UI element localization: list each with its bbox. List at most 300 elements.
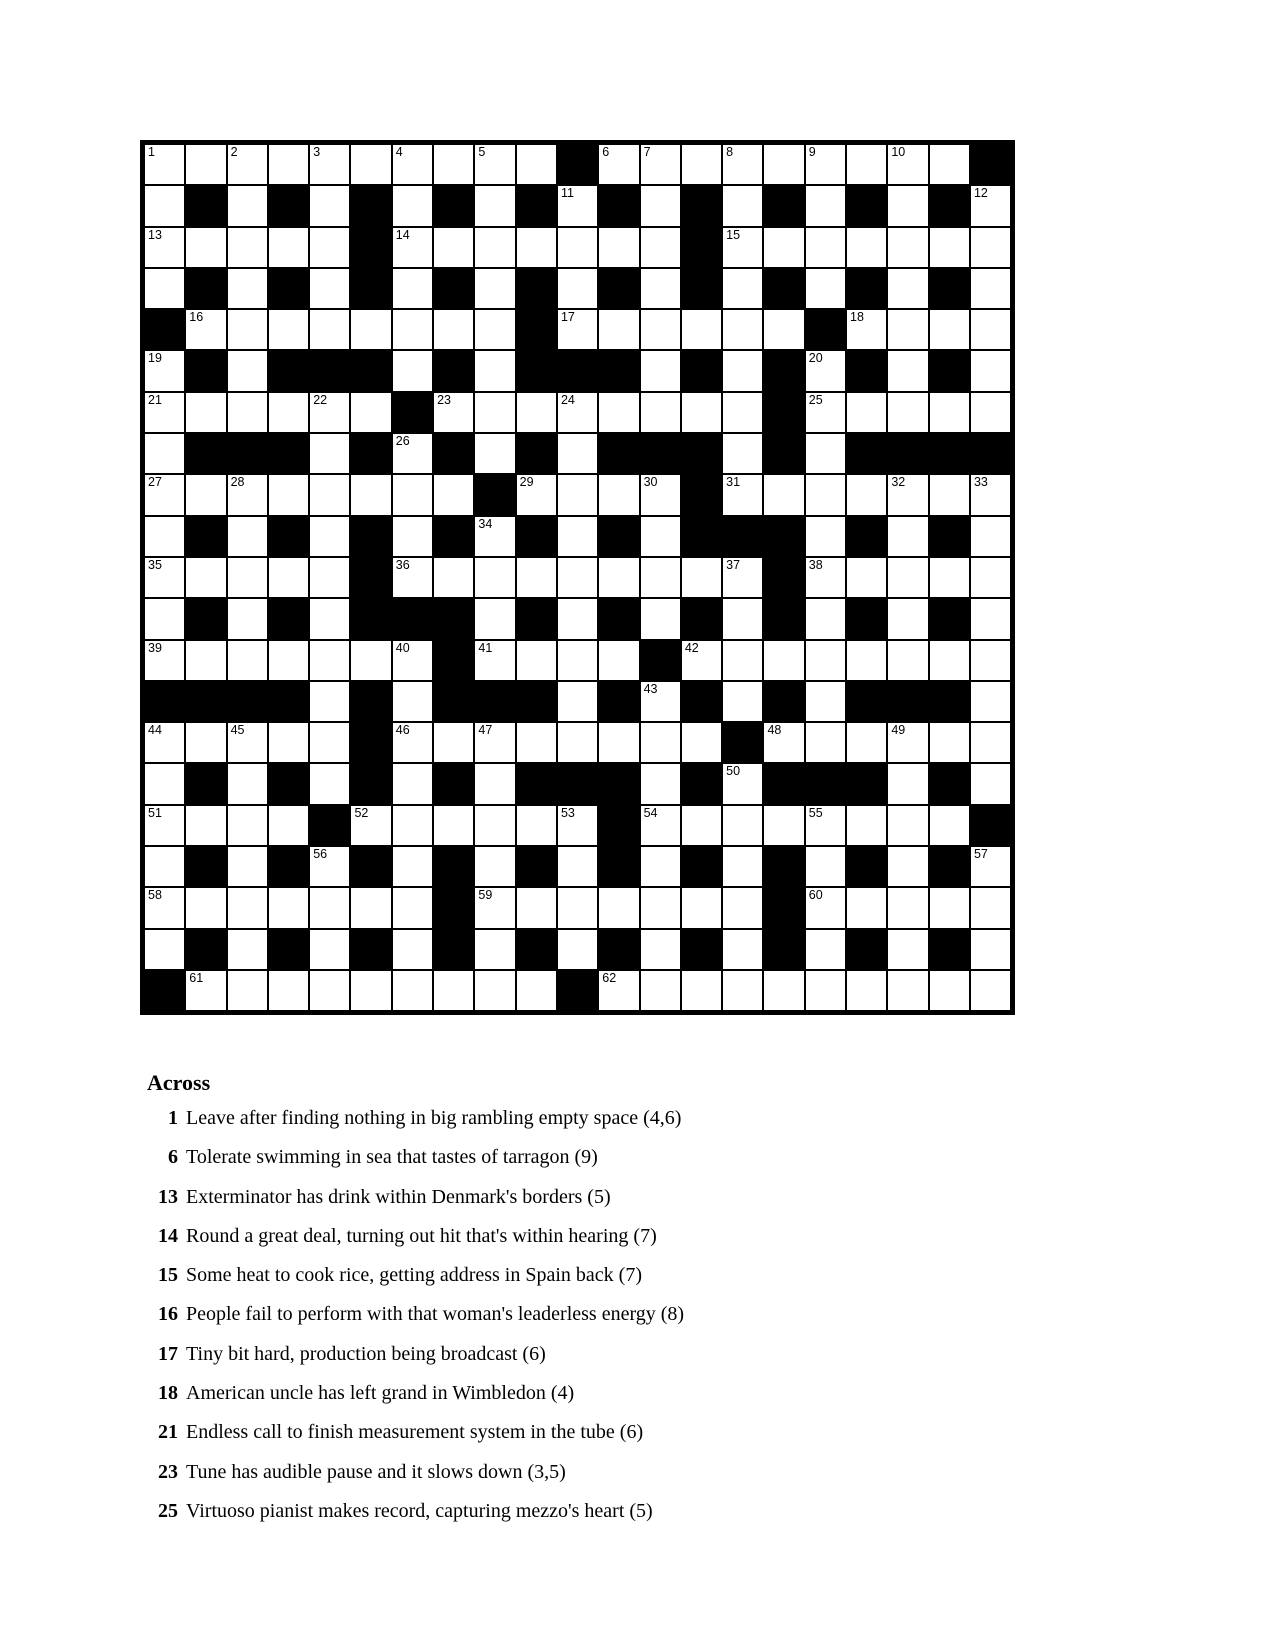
grid-cell-r3c20[interactable] (971, 269, 1010, 308)
grid-cell-r12c16[interactable] (806, 641, 845, 680)
grid-cell-r8c10[interactable] (558, 475, 597, 514)
grid-cell-r18c18[interactable] (888, 888, 927, 927)
grid-cell-r9c20[interactable] (971, 517, 1010, 556)
grid-cell-r12c19[interactable] (930, 641, 969, 680)
grid-cell-r12c5[interactable] (351, 641, 390, 680)
grid-cell-r19c4[interactable] (310, 930, 349, 969)
grid-cell-r10c1[interactable] (186, 558, 225, 597)
grid-cell-r19c0[interactable] (145, 930, 184, 969)
grid-cell-r2c11[interactable] (599, 228, 638, 267)
grid-cell-r7c0[interactable] (145, 434, 184, 473)
grid-cell-r10c20[interactable] (971, 558, 1010, 597)
grid-cell-r3c4[interactable] (310, 269, 349, 308)
grid-cell-r10c19[interactable] (930, 558, 969, 597)
grid-cell-r20c15[interactable] (764, 971, 803, 1010)
grid-cell-r2c4[interactable] (310, 228, 349, 267)
grid-cell-r13c16[interactable] (806, 682, 845, 721)
grid-cell-r2c9[interactable] (517, 228, 556, 267)
grid-cell-r8c12[interactable] (641, 475, 680, 514)
grid-cell-r14c15[interactable] (764, 723, 803, 762)
grid-cell-r18c3[interactable] (269, 888, 308, 927)
grid-cell-r16c16[interactable] (806, 806, 845, 845)
grid-cell-r13c6[interactable] (393, 682, 432, 721)
grid-cell-r7c14[interactable] (723, 434, 762, 473)
grid-cell-r4c12[interactable] (641, 310, 680, 349)
grid-cell-r4c18[interactable] (888, 310, 927, 349)
grid-cell-r14c6[interactable] (393, 723, 432, 762)
grid-cell-r8c6[interactable] (393, 475, 432, 514)
grid-cell-r12c14[interactable] (723, 641, 762, 680)
grid-cell-r15c0[interactable] (145, 764, 184, 803)
grid-cell-r2c20[interactable] (971, 228, 1010, 267)
grid-cell-r0c12[interactable] (641, 145, 680, 184)
grid-cell-r5c12[interactable] (641, 351, 680, 390)
grid-cell-r16c2[interactable] (228, 806, 267, 845)
grid-cell-r0c4[interactable] (310, 145, 349, 184)
grid-cell-r7c4[interactable] (310, 434, 349, 473)
grid-cell-r6c12[interactable] (641, 393, 680, 432)
grid-cell-r17c4[interactable] (310, 847, 349, 886)
grid-cell-r7c6[interactable] (393, 434, 432, 473)
grid-cell-r9c18[interactable] (888, 517, 927, 556)
grid-cell-r3c18[interactable] (888, 269, 927, 308)
grid-cell-r6c5[interactable] (351, 393, 390, 432)
grid-cell-r0c18[interactable] (888, 145, 927, 184)
grid-cell-r6c13[interactable] (682, 393, 721, 432)
grid-cell-r13c12[interactable] (641, 682, 680, 721)
grid-cell-r10c13[interactable] (682, 558, 721, 597)
grid-cell-r6c4[interactable] (310, 393, 349, 432)
grid-cell-r16c10[interactable] (558, 806, 597, 845)
grid-cell-r16c12[interactable] (641, 806, 680, 845)
grid-cell-r3c8[interactable] (475, 269, 514, 308)
grid-cell-r12c1[interactable] (186, 641, 225, 680)
grid-cell-r16c19[interactable] (930, 806, 969, 845)
grid-cell-r15c4[interactable] (310, 764, 349, 803)
grid-cell-r6c9[interactable] (517, 393, 556, 432)
grid-cell-r2c1[interactable] (186, 228, 225, 267)
grid-cell-r12c3[interactable] (269, 641, 308, 680)
grid-cell-r3c14[interactable] (723, 269, 762, 308)
grid-cell-r7c10[interactable] (558, 434, 597, 473)
grid-cell-r2c15[interactable] (764, 228, 803, 267)
grid-cell-r4c6[interactable] (393, 310, 432, 349)
grid-cell-r17c6[interactable] (393, 847, 432, 886)
grid-cell-r8c16[interactable] (806, 475, 845, 514)
grid-cell-r14c19[interactable] (930, 723, 969, 762)
grid-cell-r20c13[interactable] (682, 971, 721, 1010)
grid-cell-r18c1[interactable] (186, 888, 225, 927)
grid-cell-r5c0[interactable] (145, 351, 184, 390)
grid-cell-r15c18[interactable] (888, 764, 927, 803)
grid-cell-r8c5[interactable] (351, 475, 390, 514)
grid-cell-r18c8[interactable] (475, 888, 514, 927)
grid-cell-r9c0[interactable] (145, 517, 184, 556)
grid-cell-r3c6[interactable] (393, 269, 432, 308)
grid-cell-r10c10[interactable] (558, 558, 597, 597)
grid-cell-r9c16[interactable] (806, 517, 845, 556)
grid-cell-r8c15[interactable] (764, 475, 803, 514)
grid-cell-r16c9[interactable] (517, 806, 556, 845)
grid-cell-r10c7[interactable] (434, 558, 473, 597)
grid-cell-r16c18[interactable] (888, 806, 927, 845)
grid-cell-r10c17[interactable] (847, 558, 886, 597)
grid-cell-r20c16[interactable] (806, 971, 845, 1010)
grid-cell-r6c16[interactable] (806, 393, 845, 432)
grid-cell-r2c14[interactable] (723, 228, 762, 267)
grid-cell-r13c14[interactable] (723, 682, 762, 721)
grid-cell-r17c10[interactable] (558, 847, 597, 886)
grid-cell-r9c8[interactable] (475, 517, 514, 556)
grid-cell-r15c20[interactable] (971, 764, 1010, 803)
grid-cell-r16c7[interactable] (434, 806, 473, 845)
grid-cell-r18c12[interactable] (641, 888, 680, 927)
grid-cell-r8c7[interactable] (434, 475, 473, 514)
grid-cell-r4c11[interactable] (599, 310, 638, 349)
grid-cell-r14c10[interactable] (558, 723, 597, 762)
grid-cell-r17c14[interactable] (723, 847, 762, 886)
grid-cell-r13c4[interactable] (310, 682, 349, 721)
grid-cell-r11c18[interactable] (888, 599, 927, 638)
grid-cell-r19c12[interactable] (641, 930, 680, 969)
grid-cell-r12c4[interactable] (310, 641, 349, 680)
grid-cell-r4c17[interactable] (847, 310, 886, 349)
grid-cell-r2c10[interactable] (558, 228, 597, 267)
grid-cell-r8c20[interactable] (971, 475, 1010, 514)
grid-cell-r17c18[interactable] (888, 847, 927, 886)
grid-cell-r14c13[interactable] (682, 723, 721, 762)
grid-cell-r18c19[interactable] (930, 888, 969, 927)
grid-cell-r5c8[interactable] (475, 351, 514, 390)
grid-cell-r0c1[interactable] (186, 145, 225, 184)
grid-cell-r11c20[interactable] (971, 599, 1010, 638)
grid-cell-r17c16[interactable] (806, 847, 845, 886)
grid-cell-r10c11[interactable] (599, 558, 638, 597)
grid-cell-r10c9[interactable] (517, 558, 556, 597)
grid-cell-r18c9[interactable] (517, 888, 556, 927)
grid-cell-r14c0[interactable] (145, 723, 184, 762)
grid-cell-r14c11[interactable] (599, 723, 638, 762)
grid-cell-r0c9[interactable] (517, 145, 556, 184)
grid-cell-r19c18[interactable] (888, 930, 927, 969)
grid-cell-r1c18[interactable] (888, 186, 927, 225)
grid-cell-r10c2[interactable] (228, 558, 267, 597)
grid-cell-r10c16[interactable] (806, 558, 845, 597)
grid-cell-r2c19[interactable] (930, 228, 969, 267)
grid-cell-r16c13[interactable] (682, 806, 721, 845)
grid-cell-r12c0[interactable] (145, 641, 184, 680)
grid-cell-r20c12[interactable] (641, 971, 680, 1010)
grid-cell-r20c11[interactable] (599, 971, 638, 1010)
grid-cell-r17c2[interactable] (228, 847, 267, 886)
grid-cell-r15c12[interactable] (641, 764, 680, 803)
grid-cell-r6c0[interactable] (145, 393, 184, 432)
grid-cell-r4c2[interactable] (228, 310, 267, 349)
grid-cell-r0c17[interactable] (847, 145, 886, 184)
grid-cell-r16c17[interactable] (847, 806, 886, 845)
grid-cell-r13c10[interactable] (558, 682, 597, 721)
grid-cell-r11c0[interactable] (145, 599, 184, 638)
grid-cell-r14c12[interactable] (641, 723, 680, 762)
grid-cell-r5c20[interactable] (971, 351, 1010, 390)
grid-cell-r9c6[interactable] (393, 517, 432, 556)
grid-cell-r4c5[interactable] (351, 310, 390, 349)
grid-cell-r6c20[interactable] (971, 393, 1010, 432)
grid-cell-r20c5[interactable] (351, 971, 390, 1010)
grid-cell-r18c4[interactable] (310, 888, 349, 927)
grid-cell-r16c6[interactable] (393, 806, 432, 845)
grid-cell-r6c7[interactable] (434, 393, 473, 432)
grid-cell-r16c15[interactable] (764, 806, 803, 845)
grid-cell-r18c10[interactable] (558, 888, 597, 927)
grid-cell-r5c14[interactable] (723, 351, 762, 390)
grid-cell-r18c20[interactable] (971, 888, 1010, 927)
grid-cell-r10c4[interactable] (310, 558, 349, 597)
grid-cell-r12c9[interactable] (517, 641, 556, 680)
grid-cell-r4c10[interactable] (558, 310, 597, 349)
grid-cell-r10c18[interactable] (888, 558, 927, 597)
grid-cell-r17c12[interactable] (641, 847, 680, 886)
grid-cell-r3c16[interactable] (806, 269, 845, 308)
grid-cell-r10c8[interactable] (475, 558, 514, 597)
grid-cell-r0c2[interactable] (228, 145, 267, 184)
grid-cell-r4c7[interactable] (434, 310, 473, 349)
grid-cell-r11c16[interactable] (806, 599, 845, 638)
grid-cell-r12c15[interactable] (764, 641, 803, 680)
grid-cell-r14c9[interactable] (517, 723, 556, 762)
grid-cell-r14c4[interactable] (310, 723, 349, 762)
grid-cell-r0c19[interactable] (930, 145, 969, 184)
grid-cell-r4c20[interactable] (971, 310, 1010, 349)
grid-cell-r18c16[interactable] (806, 888, 845, 927)
grid-cell-r20c20[interactable] (971, 971, 1010, 1010)
grid-cell-r14c18[interactable] (888, 723, 927, 762)
grid-cell-r0c11[interactable] (599, 145, 638, 184)
grid-cell-r10c12[interactable] (641, 558, 680, 597)
grid-cell-r0c6[interactable] (393, 145, 432, 184)
grid-cell-r20c7[interactable] (434, 971, 473, 1010)
grid-cell-r12c20[interactable] (971, 641, 1010, 680)
grid-cell-r6c14[interactable] (723, 393, 762, 432)
grid-cell-r4c15[interactable] (764, 310, 803, 349)
grid-cell-r2c2[interactable] (228, 228, 267, 267)
grid-cell-r3c12[interactable] (641, 269, 680, 308)
grid-cell-r14c3[interactable] (269, 723, 308, 762)
grid-cell-r20c14[interactable] (723, 971, 762, 1010)
grid-cell-r6c18[interactable] (888, 393, 927, 432)
grid-cell-r18c11[interactable] (599, 888, 638, 927)
grid-cell-r14c2[interactable] (228, 723, 267, 762)
grid-cell-r4c19[interactable] (930, 310, 969, 349)
grid-cell-r18c2[interactable] (228, 888, 267, 927)
grid-cell-r15c2[interactable] (228, 764, 267, 803)
grid-cell-r17c8[interactable] (475, 847, 514, 886)
grid-cell-r4c14[interactable] (723, 310, 762, 349)
grid-cell-r8c17[interactable] (847, 475, 886, 514)
grid-cell-r4c8[interactable] (475, 310, 514, 349)
grid-cell-r6c1[interactable] (186, 393, 225, 432)
grid-cell-r8c14[interactable] (723, 475, 762, 514)
grid-cell-r1c0[interactable] (145, 186, 184, 225)
grid-cell-r19c2[interactable] (228, 930, 267, 969)
grid-cell-r0c3[interactable] (269, 145, 308, 184)
grid-cell-r1c14[interactable] (723, 186, 762, 225)
grid-cell-r2c7[interactable] (434, 228, 473, 267)
grid-cell-r18c0[interactable] (145, 888, 184, 927)
grid-cell-r19c20[interactable] (971, 930, 1010, 969)
grid-cell-r8c2[interactable] (228, 475, 267, 514)
grid-cell-r1c12[interactable] (641, 186, 680, 225)
grid-cell-r14c20[interactable] (971, 723, 1010, 762)
grid-cell-r11c10[interactable] (558, 599, 597, 638)
grid-cell-r18c13[interactable] (682, 888, 721, 927)
grid-cell-r20c8[interactable] (475, 971, 514, 1010)
grid-cell-r12c10[interactable] (558, 641, 597, 680)
grid-cell-r20c17[interactable] (847, 971, 886, 1010)
grid-cell-r14c16[interactable] (806, 723, 845, 762)
grid-cell-r2c17[interactable] (847, 228, 886, 267)
grid-cell-r6c10[interactable] (558, 393, 597, 432)
grid-cell-r6c17[interactable] (847, 393, 886, 432)
grid-cell-r12c8[interactable] (475, 641, 514, 680)
grid-cell-r20c19[interactable] (930, 971, 969, 1010)
grid-cell-r2c12[interactable] (641, 228, 680, 267)
grid-cell-r11c8[interactable] (475, 599, 514, 638)
grid-cell-r13c20[interactable] (971, 682, 1010, 721)
grid-cell-r19c10[interactable] (558, 930, 597, 969)
grid-cell-r16c14[interactable] (723, 806, 762, 845)
grid-cell-r20c9[interactable] (517, 971, 556, 1010)
grid-cell-r12c18[interactable] (888, 641, 927, 680)
grid-cell-r8c18[interactable] (888, 475, 927, 514)
grid-cell-r0c8[interactable] (475, 145, 514, 184)
grid-cell-r5c18[interactable] (888, 351, 927, 390)
grid-cell-r6c2[interactable] (228, 393, 267, 432)
grid-cell-r9c10[interactable] (558, 517, 597, 556)
grid-cell-r10c6[interactable] (393, 558, 432, 597)
grid-cell-r1c16[interactable] (806, 186, 845, 225)
grid-cell-r20c3[interactable] (269, 971, 308, 1010)
grid-cell-r16c3[interactable] (269, 806, 308, 845)
grid-cell-r6c3[interactable] (269, 393, 308, 432)
grid-cell-r14c8[interactable] (475, 723, 514, 762)
grid-cell-r4c1[interactable] (186, 310, 225, 349)
grid-cell-r19c16[interactable] (806, 930, 845, 969)
grid-cell-r4c3[interactable] (269, 310, 308, 349)
grid-cell-r20c1[interactable] (186, 971, 225, 1010)
grid-cell-r16c8[interactable] (475, 806, 514, 845)
grid-cell-r14c7[interactable] (434, 723, 473, 762)
grid-cell-r2c8[interactable] (475, 228, 514, 267)
grid-cell-r7c8[interactable] (475, 434, 514, 473)
grid-cell-r20c2[interactable] (228, 971, 267, 1010)
grid-cell-r16c5[interactable] (351, 806, 390, 845)
grid-cell-r16c0[interactable] (145, 806, 184, 845)
grid-cell-r14c1[interactable] (186, 723, 225, 762)
grid-cell-r6c11[interactable] (599, 393, 638, 432)
grid-cell-r7c16[interactable] (806, 434, 845, 473)
grid-cell-r1c10[interactable] (558, 186, 597, 225)
grid-cell-r8c4[interactable] (310, 475, 349, 514)
grid-cell-r15c6[interactable] (393, 764, 432, 803)
grid-cell-r3c10[interactable] (558, 269, 597, 308)
grid-cell-r20c6[interactable] (393, 971, 432, 1010)
grid-cell-r16c1[interactable] (186, 806, 225, 845)
grid-cell-r15c8[interactable] (475, 764, 514, 803)
grid-cell-r19c6[interactable] (393, 930, 432, 969)
grid-cell-r8c0[interactable] (145, 475, 184, 514)
grid-cell-r20c4[interactable] (310, 971, 349, 1010)
grid-cell-r8c9[interactable] (517, 475, 556, 514)
grid-cell-r0c16[interactable] (806, 145, 845, 184)
grid-cell-r20c18[interactable] (888, 971, 927, 1010)
grid-cell-r0c13[interactable] (682, 145, 721, 184)
grid-cell-r8c3[interactable] (269, 475, 308, 514)
grid-cell-r1c2[interactable] (228, 186, 267, 225)
grid-cell-r11c12[interactable] (641, 599, 680, 638)
grid-cell-r10c0[interactable] (145, 558, 184, 597)
grid-cell-r2c16[interactable] (806, 228, 845, 267)
grid-cell-r18c14[interactable] (723, 888, 762, 927)
grid-cell-r2c6[interactable] (393, 228, 432, 267)
grid-cell-r5c6[interactable] (393, 351, 432, 390)
grid-cell-r14c17[interactable] (847, 723, 886, 762)
grid-cell-r1c6[interactable] (393, 186, 432, 225)
grid-cell-r11c2[interactable] (228, 599, 267, 638)
grid-cell-r1c8[interactable] (475, 186, 514, 225)
grid-cell-r5c2[interactable] (228, 351, 267, 390)
grid-cell-r1c20[interactable] (971, 186, 1010, 225)
grid-cell-r8c1[interactable] (186, 475, 225, 514)
grid-cell-r9c2[interactable] (228, 517, 267, 556)
grid-cell-r4c13[interactable] (682, 310, 721, 349)
grid-cell-r0c0[interactable] (145, 145, 184, 184)
grid-cell-r19c14[interactable] (723, 930, 762, 969)
grid-cell-r12c17[interactable] (847, 641, 886, 680)
grid-cell-r8c19[interactable] (930, 475, 969, 514)
grid-cell-r18c5[interactable] (351, 888, 390, 927)
grid-cell-r17c0[interactable] (145, 847, 184, 886)
grid-cell-r12c2[interactable] (228, 641, 267, 680)
grid-cell-r10c3[interactable] (269, 558, 308, 597)
grid-cell-r18c6[interactable] (393, 888, 432, 927)
grid-cell-r2c18[interactable] (888, 228, 927, 267)
grid-cell-r6c19[interactable] (930, 393, 969, 432)
grid-cell-r12c13[interactable] (682, 641, 721, 680)
grid-cell-r9c4[interactable] (310, 517, 349, 556)
grid-cell-r12c6[interactable] (393, 641, 432, 680)
grid-cell-r1c4[interactable] (310, 186, 349, 225)
grid-cell-r19c8[interactable] (475, 930, 514, 969)
grid-cell-r11c4[interactable] (310, 599, 349, 638)
grid-cell-r0c5[interactable] (351, 145, 390, 184)
grid-cell-r2c3[interactable] (269, 228, 308, 267)
grid-cell-r0c14[interactable] (723, 145, 762, 184)
grid-cell-r3c2[interactable] (228, 269, 267, 308)
grid-cell-r0c7[interactable] (434, 145, 473, 184)
grid-cell-r2c0[interactable] (145, 228, 184, 267)
grid-cell-r17c20[interactable] (971, 847, 1010, 886)
grid-cell-r8c11[interactable] (599, 475, 638, 514)
grid-cell-r5c16[interactable] (806, 351, 845, 390)
grid-cell-r10c14[interactable] (723, 558, 762, 597)
grid-cell-r15c14[interactable] (723, 764, 762, 803)
grid-cell-r12c11[interactable] (599, 641, 638, 680)
grid-cell-r11c14[interactable] (723, 599, 762, 638)
grid-cell-r9c12[interactable] (641, 517, 680, 556)
grid-cell-r6c8[interactable] (475, 393, 514, 432)
grid-cell-r18c17[interactable] (847, 888, 886, 927)
